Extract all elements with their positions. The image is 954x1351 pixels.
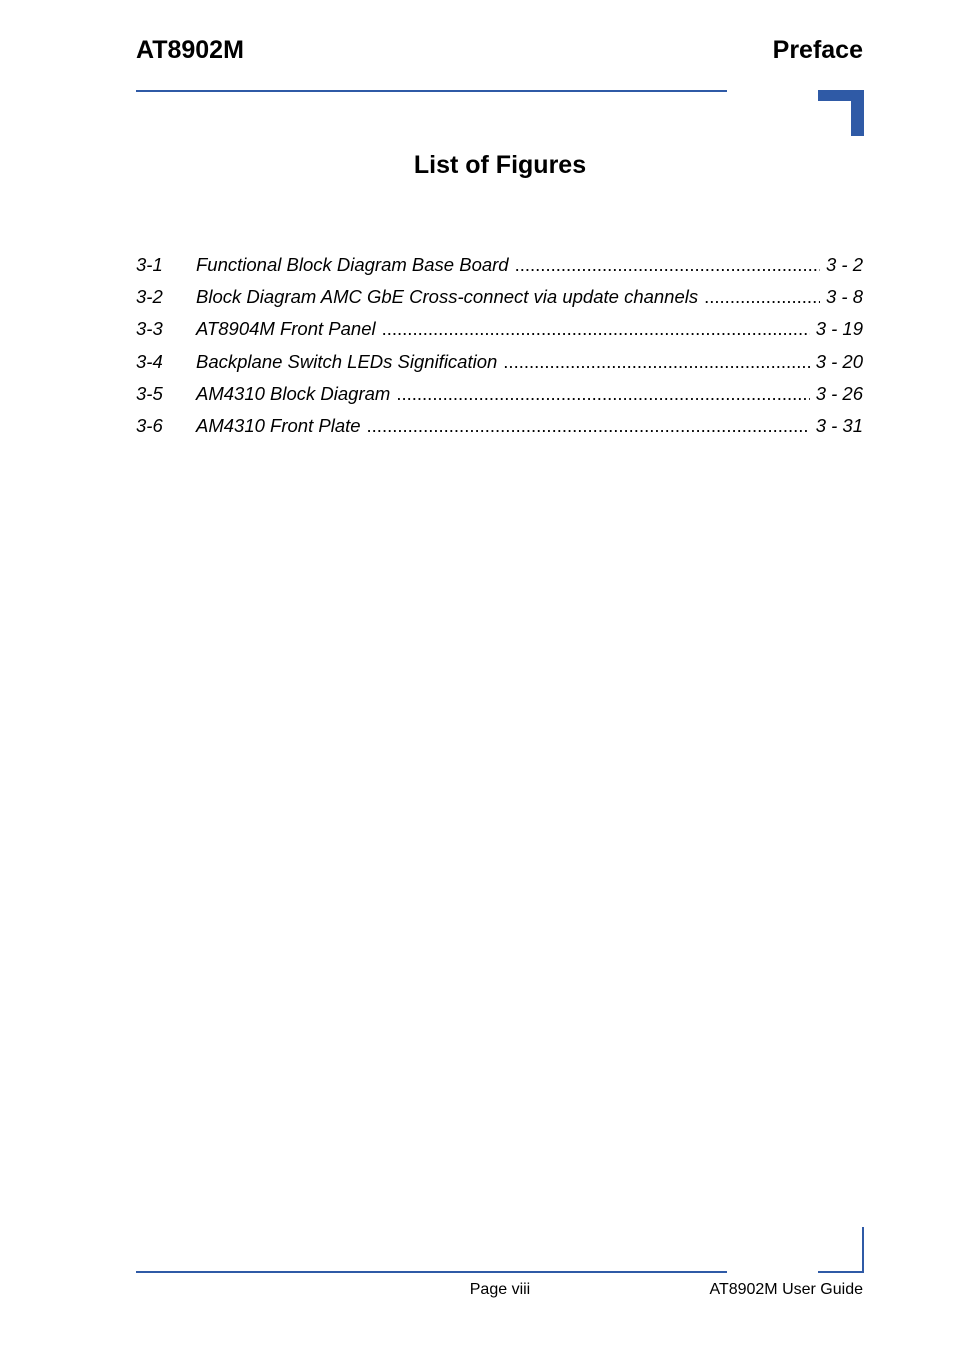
figure-title: AM4310 Front Plate bbox=[196, 414, 361, 436]
figure-list bbox=[136, 252, 863, 445]
figure-entry[interactable] bbox=[136, 284, 863, 316]
guide-name: AT8902M User Guide bbox=[709, 1281, 863, 1298]
footer-corner-line bbox=[862, 1227, 864, 1273]
dot-leader bbox=[503, 349, 809, 375]
figure-page: 3 - 31 bbox=[815, 414, 863, 436]
footer-rule-right bbox=[818, 1271, 864, 1273]
figure-title: AM4310 Block Diagram bbox=[196, 382, 391, 404]
dot-leader bbox=[382, 316, 810, 342]
corner-mark-vertical bbox=[851, 90, 864, 136]
figure-entry[interactable] bbox=[136, 252, 863, 284]
figure-page: 3 - 20 bbox=[815, 350, 863, 372]
figure-number: 3-4 bbox=[136, 350, 163, 372]
figure-entry[interactable] bbox=[136, 381, 863, 413]
figure-title: Backplane Switch LEDs Signification bbox=[196, 350, 498, 372]
figure-page: 3 - 19 bbox=[815, 318, 863, 340]
figure-number: 3-2 bbox=[136, 286, 163, 308]
figure-title: AT8904M Front Panel bbox=[196, 318, 376, 340]
dot-leader bbox=[367, 413, 810, 439]
page-number: Page viii bbox=[469, 1281, 531, 1298]
section-name: Preface bbox=[772, 36, 863, 64]
page-title: List of Figures bbox=[413, 151, 587, 179]
figure-entry[interactable] bbox=[136, 316, 863, 348]
document-title: AT8902M bbox=[136, 36, 244, 64]
dot-leader bbox=[704, 284, 820, 310]
figure-number: 3-3 bbox=[136, 318, 163, 340]
footer-rule bbox=[136, 1271, 727, 1273]
figure-number: 3-6 bbox=[136, 414, 163, 436]
figure-number: 3-1 bbox=[136, 254, 163, 275]
dot-leader bbox=[396, 381, 809, 407]
figure-page: 3 - 2 bbox=[825, 254, 863, 275]
figure-page: 3 - 26 bbox=[815, 382, 863, 404]
figure-entry[interactable] bbox=[136, 349, 863, 381]
figure-number: 3-5 bbox=[136, 382, 163, 404]
figure-entry[interactable] bbox=[136, 413, 863, 445]
dot-leader bbox=[515, 252, 820, 278]
figure-title: Functional Block Diagram Base Board bbox=[196, 254, 509, 275]
figure-title: Block Diagram AMC GbE Cross-connect via update channels bbox=[196, 286, 699, 308]
figure-page: 3 - 8 bbox=[825, 286, 863, 308]
header-rule bbox=[136, 90, 727, 92]
